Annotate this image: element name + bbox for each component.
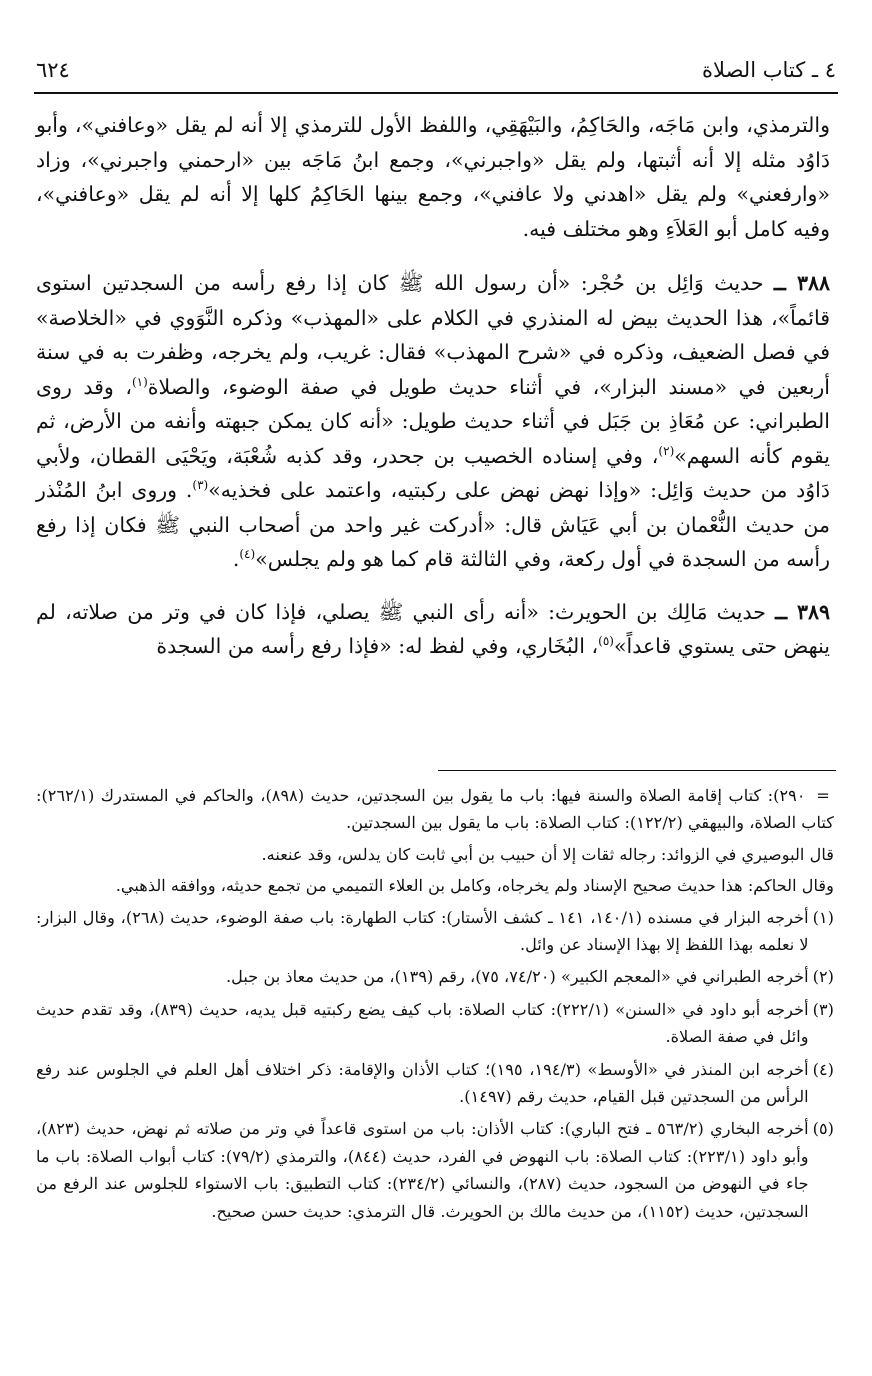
footnote-marker: (٥) xyxy=(812,1119,834,1139)
footnotes-section xyxy=(36,782,834,1230)
page-number: ٦٢٤ xyxy=(36,58,70,82)
footnote-ref-5[interactable]: (٥) xyxy=(598,634,614,649)
footnote-continuation xyxy=(36,782,834,900)
footnote-separator xyxy=(438,770,836,771)
footnote-continuation-line: وقال الحاكم: هذا حديث صحيح الإسناد ولم يخرجاه، وكامل بن العلاء التميمي من تجمع حديثه، ووافقه الذهبي. xyxy=(115,876,834,896)
footnote-item xyxy=(36,1115,834,1225)
main-text xyxy=(36,108,830,682)
hadith-389-text-b: ، البُخَاري، وفي لفظ له: «فإذا رفع رأسه من السجدة xyxy=(156,634,599,658)
continuation-marker: = xyxy=(816,786,830,805)
hadith-388-text-c: ، وفي إسناده الخصيب بن جحدر، وقد كذبه شُعْبَة، ويَحْيَى القطان، ولأبي دَاوُد من حديث وَائِل: «وإذا نهض نهض على ركبتيه، واعتمد على فخذيه» xyxy=(36,443,830,502)
footnote-marker: (٤) xyxy=(812,1059,834,1079)
footnote-marker: (١) xyxy=(812,907,834,927)
hadith-388-paragraph xyxy=(36,266,830,577)
hadith-388-text-end: . xyxy=(232,547,240,571)
hadith-388-text-d: . وروى ابنُ المُنْذر من حديث النُّعْمان بن أبي عَيَاش قال: «أدركت غير واحد من أصحاب النبي ﷺ فكان إذا رفع رأسه من السجدة في أول ركعة، وفي الثالثة قام كما هو ولم يجلس» xyxy=(36,478,830,571)
footnote-continuation-text-1: ٢٩٠): كتاب إقامة الصلاة والسنة فيها: باب ما يقول بين السجدتين، حديث (٨٩٨)، والحاكم في المستدرك (٢٦٢/١): كتاب الصلاة، والبيهقي (١٢٢/٢): كتاب الصلاة: باب ما يقول بين السجدتين. xyxy=(36,786,834,833)
footnote-item xyxy=(36,904,834,959)
footnote-item xyxy=(36,1056,834,1111)
footnote-ref-4[interactable]: (٤) xyxy=(239,547,256,562)
footnote-text: أخرجه ابن المنذر في «الأوسط» (١٩٤/٣، ١٩٥)؛ كتاب الأذان والإقامة: ذكر اختلاف أهل العلم في الجلوس عند رفع الرأس من السجدتين قبل القيام، حديث رقم (١٤٩٧). xyxy=(36,1059,809,1107)
footnote-marker: (٢) xyxy=(812,967,834,987)
footnote-marker: (٣) xyxy=(812,999,834,1019)
footnote-item xyxy=(36,996,834,1051)
footnote-text: أخرجه أبو داود في «السنن» (٢٢٢/١): كتاب الصلاة: باب كيف يضع ركبتيه قبل يديه، حديث (٨٣٩)، وقد تقدم حديث وائل في صفة الصلاة. xyxy=(36,999,809,1047)
hadith-388-text-b: ، وقد روى الطبراني: عن مُعَاذِ بن جَبَل في أثناء حديث طويل: «أنه كان يمكن جبهته وأنفه من الأرض، ثم يقوم كأنه السهم» xyxy=(36,374,830,468)
hadith-number-389: ٣٨٩ ــ xyxy=(775,599,830,624)
footnote-item xyxy=(36,963,834,990)
footnote-ref-3[interactable]: (٣) xyxy=(192,478,209,493)
footnote-text: أخرجه البزار في مسنده (١٤٠/١، ١٤١ ـ كشف الأستار): كتاب الطهارة: باب صفة الوضوء، حديث (٢٦٨)، وقال البزار: لا نعلمه بهذا اللفظ إلا بهذا الإسناد عن وائل. xyxy=(36,907,809,955)
footnote-text: أخرجه البخاري (٥٦٣/٢ ـ فتح الباري): كتاب الأذان: باب من استوى قاعداً في وتر من صلاته ثم نهض، حديث (٨٢٣)، وأبو داود (٢٢٣/١): كتاب الصلاة: باب النهوض في الفرد، حديث (٨٤٤)، والترمذي (٧٩/٢): كتاب أبواب الصلاة: باب ما جاء في النهوض من السجود، حديث (٢٨٧)، والنسائي (٢٣٤/٢): كتاب التطبيق: باب الاستواء للجلوس عند الرفع من السجدتين، حديث (١١٥٢)، من حديث مالك بن الحويرث. قال الترمذي: حديث حسن صحيح. xyxy=(36,1119,809,1221)
continuation-paragraph: والترمذي، وابن مَاجَه، والحَاكِمُ، والبَيْهَقِي، واللفظ الأول للترمذي إلا أنه لم يقل «وعافني»، وأبو دَاوُد مثله إلا أنه أثبتها، ولم يقل «واجبرني»، وجمع ابنُ مَاجَه بين «ارحمني واجبرني»، وزاد «وارفعني» ولم يقل «اهدني ولا عافني»، وجمع بينها الحَاكِمُ كلها إلا أنه لم يقل «وعافني»، وفيه كامل أبو العَلاَءِ وهو مختلف فيه. xyxy=(36,113,830,241)
running-title: ٤ ـ كتاب الصلاة xyxy=(702,58,836,82)
hadith-388-text-a: حديث وَائِل بن حُجْر: «أن رسول الله ﷺ كان إذا رفع رأسه من السجدتين استوى قائماً»، هذا الحديث بيض له المنذري في الكلام على «المهذب» وذكره النَّوَوي في «الخلاصة» في فصل الضعيف، وذكره في «شرح المهذب» فقال: غريب، ولم يخرجه، وظفرت به في سنة أربعين في «مسند البزار»، في أثناء حديث طويل في صفة الوضوء، والصلاة xyxy=(36,271,830,399)
footnote-ref-2[interactable]: (٢) xyxy=(658,443,675,458)
footnote-text: أخرجه الطبراني في «المعجم الكبير» (٧٤/٢٠، ٧٥)، رقم (١٣٩)، من حديث معاذ بن جبل. xyxy=(226,967,809,987)
header-rule xyxy=(34,92,838,94)
hadith-389-paragraph xyxy=(36,595,830,664)
footnote-continuation-line xyxy=(36,782,834,837)
hadith-389-text-a: حديث مَالِك بن الحويرث: «أنه رأى النبي ﷺ يصلي، فإذا كان في وتر من صلاته، لم ينهض حتى يستوي قاعداً» xyxy=(36,599,830,658)
footnote-ref-1[interactable]: (١) xyxy=(131,374,148,389)
hadith-number-388: ٣٨٨ ــ xyxy=(773,271,830,295)
footnote-continuation-line: قال البوصيري في الزوائد: رجاله ثقات إلا أن حبيب بن أبي ثابت كان يدلس، وقد عنعنه. xyxy=(261,844,834,864)
page-header xyxy=(36,52,836,88)
